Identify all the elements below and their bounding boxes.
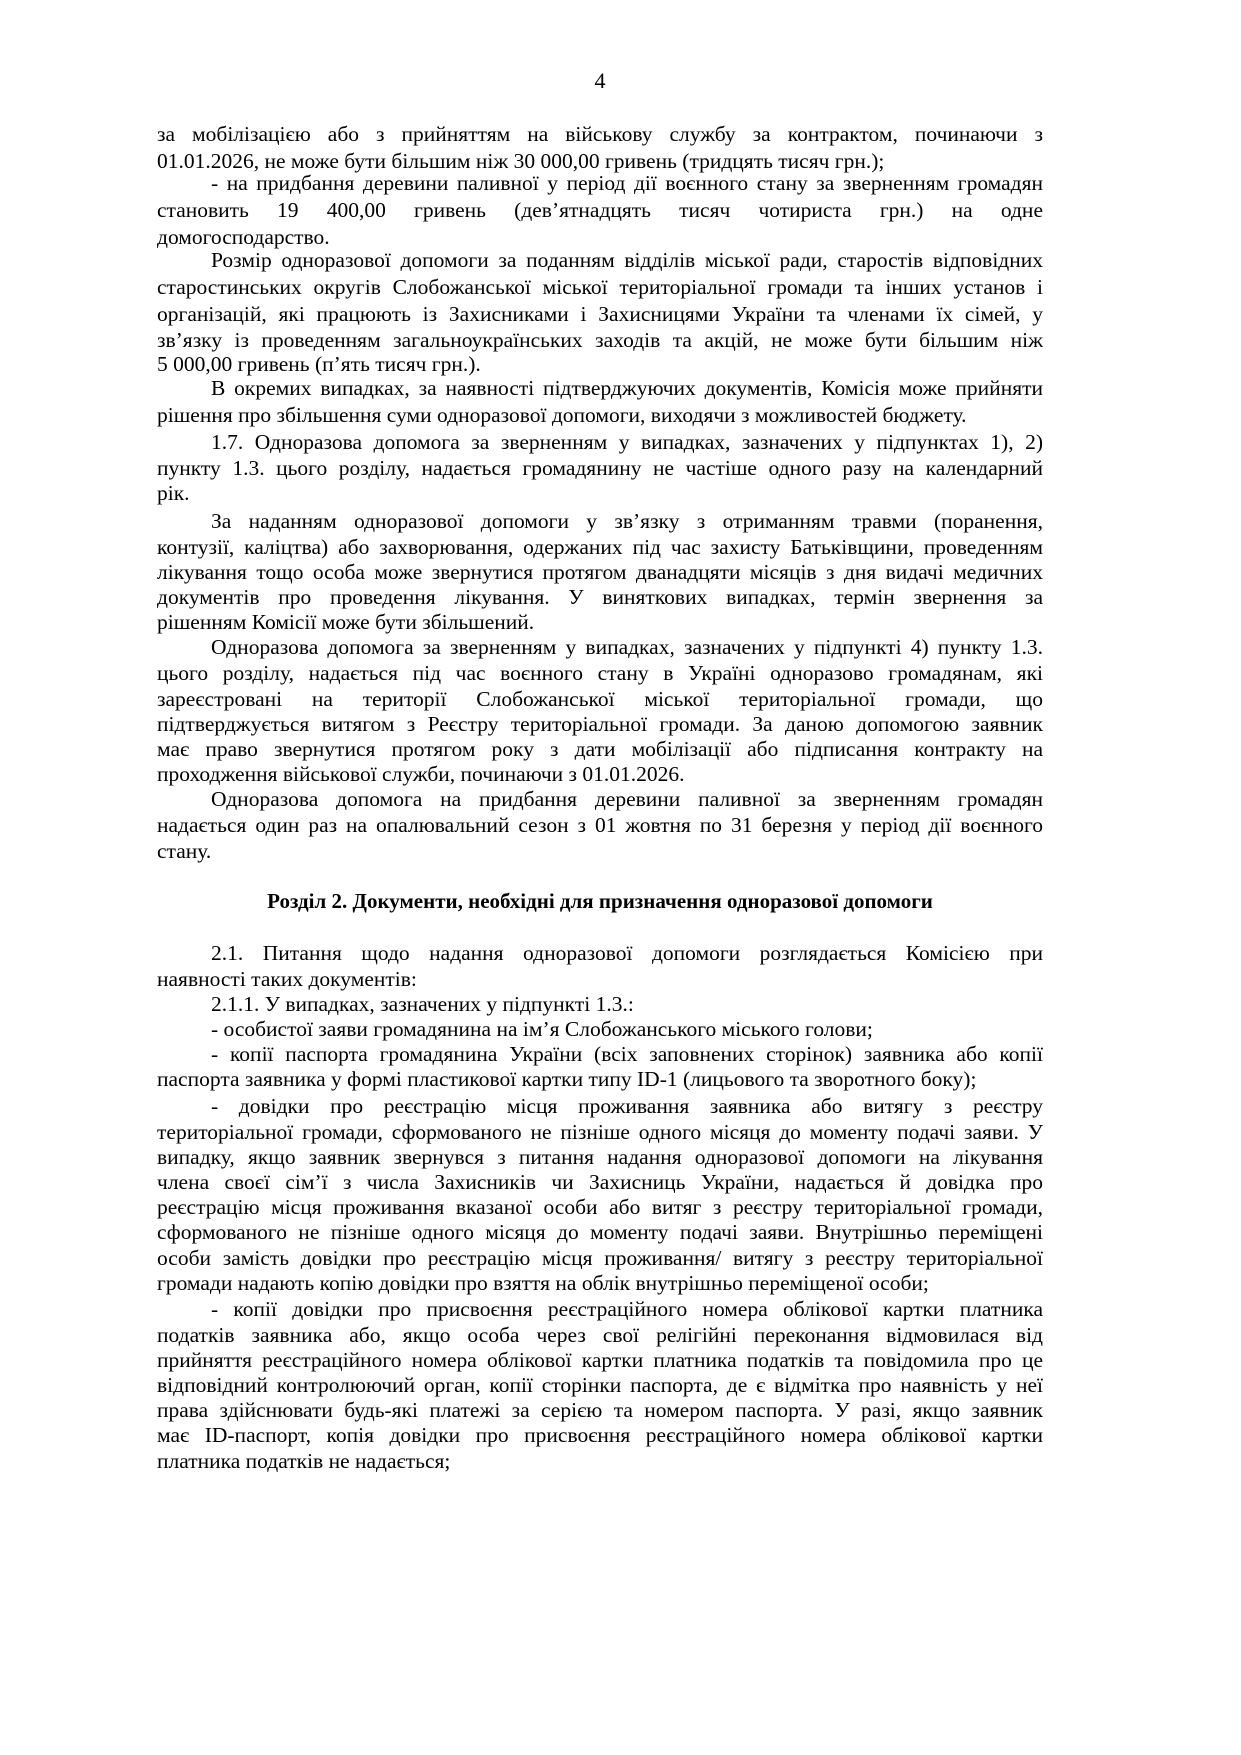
text-line: рішення про збільшення суми одноразової допомоги, виходячи з можливостей бюджету.	[157, 403, 967, 427]
text-line: Одноразова допомога на придбання деревини паливної за зверненням громадян	[211, 787, 1043, 811]
text-line: платника податків не надається;	[157, 1449, 451, 1473]
text-line: рік.	[157, 481, 190, 505]
text-line: цього розділу, надається під час воєнного стану в Україні одноразово громадянам, які	[157, 661, 1043, 685]
text-line: податків заявника або, якщо особа через свої релігійні переконання відмовилася від	[157, 1323, 1043, 1347]
text-line: В окремих випадках, за наявності підтверджуючих документів, Комісія може прийняти	[211, 376, 1043, 400]
text-line: домогосподарство.	[157, 225, 330, 249]
text-line: особи замість довідки про реєстрацію місця проживання/ витягу з реєстру територіальної	[157, 1246, 1043, 1270]
text-line: лікування тощо особа може звернутися протягом дванадцяти місяців з дня видачі медичних	[157, 560, 1043, 584]
text-line: має право звернутися протягом року з дати мобілізації або підписання контракту на	[157, 737, 1043, 761]
text-line: За наданням одноразової допомоги у зв’язку з отриманням травми (поранення,	[211, 509, 1043, 533]
text-line: територіальної громади, сформованого не пізніше одного місяця до моменту подачі заяви. У	[157, 1120, 1043, 1144]
text-line: документів про проведення лікування. У виняткових випадках, термін звернення за	[157, 585, 1043, 609]
text-line: 5 000,00 гривень (п’ять тисяч грн.).	[157, 352, 481, 376]
text-line: - на придбання деревини паливної у період дії воєнного стану за зверненням громадян	[211, 171, 1043, 195]
text-line: становить 19 400,00 гривень (дев’ятнадцять тисяч чотириста грн.) на одне	[157, 198, 1043, 222]
text-line: прийняття реєстраційного номера облікової картки платника податків та повідомила про це	[157, 1348, 1043, 1372]
text-line: Розмір одноразової допомоги за поданням відділів міської ради, старостів відповідних	[211, 248, 1043, 272]
section-heading: Розділ 2. Документи, необхідні для призначення одноразової допомоги	[267, 889, 933, 913]
text-line: контузії, каліцтва) або захворювання, одержаних під час захисту Батьківщини, проведенням	[157, 535, 1043, 559]
text-line: зареєстровані на території Слобожанської міської територіальної громади, що	[157, 687, 1043, 711]
text-line: - довідки про реєстрацію місця проживання заявника або витягу з реєстру	[211, 1094, 1043, 1118]
text-line: рішенням Комісії може бути збільшений.	[157, 610, 535, 634]
text-line: права здійснювати будь-які платежі за серією та номером паспорта. У разі, якщо заявник	[157, 1398, 1043, 1422]
text-line: - копії довідки про присвоєння реєстраційного номера облікової картки платника	[211, 1297, 1043, 1321]
page-number: 4	[594, 68, 606, 93]
text-line: організацій, які працюють із Захисниками і Захисницями України та членами їх сімей, у	[157, 302, 1043, 326]
text-line: зв’язку із проведенням загальноукраїнських заходів та акцій, не може бути більшим ніж	[157, 328, 1043, 352]
text-line: паспорта заявника у формі пластикової картки типу ID-1 (лицьового та зворотного боку);	[157, 1067, 977, 1091]
text-line: пункту 1.3. цього розділу, надається громадянину не частіше одного разу на календарний	[157, 456, 1043, 480]
text-line: надається один раз на опалювальний сезон з 01 жовтня по 31 березня у період дії воєнного	[157, 813, 1043, 837]
text-line: підтверджується витягом з Реєстру територіальної громади. За даною допомогою заявник	[157, 712, 1043, 736]
text-line: 1.7. Одноразова допомога за зверненням у випадках, зазначених у підпунктах 1), 2)	[211, 430, 1043, 454]
text-line: 2.1.1. У випадках, зазначених у підпункті 1.3.:	[211, 992, 634, 1016]
text-line: реєстрацію місця проживання вказаної особи або витяг з реєстру територіальної громади,	[157, 1195, 1043, 1219]
text-line: наявності таких документів:	[157, 967, 417, 991]
text-line: старостинських округів Слобожанської міської територіальної громади та інших установ і	[157, 275, 1043, 299]
text-line: стану.	[157, 839, 212, 863]
text-line: - особистої заяви громадянина на ім’я Слобожанського міського голови;	[211, 1017, 873, 1041]
text-line: - копії паспорта громадянина України (всіх заповнених сторінок) заявника або копії	[211, 1042, 1043, 1066]
text-line: Одноразова допомога за зверненням у випадках, зазначених у підпункті 4) пункту 1.3.	[211, 635, 1043, 659]
text-line: має ID-паспорт, копія довідки про присвоєння реєстраційного номера облікової картки	[157, 1423, 1043, 1447]
text-line: громади надають копію довідки про взяття на облік внутрішньо переміщеної особи;	[157, 1271, 929, 1295]
text-line: відповідний контролюючий орган, копії сторінки паспорта, де є відмітка про наявність у неї	[157, 1373, 1043, 1397]
text-line: сформованого не пізніше одного місяця до моменту подачі заяви. Внутрішньо переміщені	[157, 1220, 1043, 1244]
text-line: за мобілізацією або з прийняттям на військову службу за контрактом, починаючи з	[157, 122, 1043, 146]
text-line: 01.01.2026, не може бути більшим ніж 30 000,00 гривень (тридцять тисяч грн.);	[157, 149, 885, 173]
text-line: випадку, якщо заявник звернувся з питання надання одноразової допомоги на лікування	[157, 1145, 1043, 1169]
text-line: члена своєї сім’ї з числа Захисників чи Захисниць України, надається й довідка про	[157, 1170, 1043, 1194]
text-line: 2.1. Питання щодо надання одноразової допомоги розглядається Комісією при	[211, 941, 1043, 965]
text-line: проходження військової служби, починаючи з 01.01.2026.	[157, 762, 685, 786]
